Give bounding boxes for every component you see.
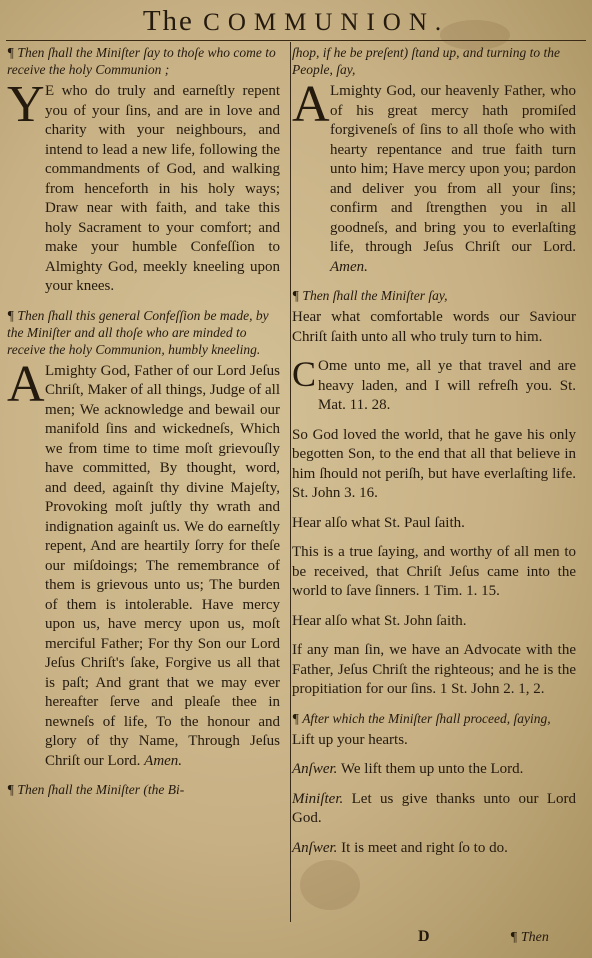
scripture-text: This is a true ſaying, and worthy of all men to be received, that Chriſt Jeſus came into the world to ſave ſinners. 1 Tim. 1. 15. — [292, 544, 576, 599]
scripture-text: Ome unto me, all ye that travel and are heavy laden, and I will refreſh you. St. Mat. 11. 28. — [318, 358, 576, 413]
paragraph — [292, 76, 576, 287]
column-rule — [290, 42, 291, 922]
header-rule — [6, 40, 586, 41]
response — [292, 760, 576, 780]
drop-cap: A — [7, 355, 45, 413]
header-prefix: The — [142, 5, 194, 37]
exhortation-text: E who do truly and earneſtly repent you of your ſins, and are in love and charity with your neighbours, and intend to lead a new life, following the commandments of God, and walking from henceforth in his holy ways; Draw near with faith, and take this holy Sacrament to your comfort; and make your humble Confeſſion to Almighty God, meekly kneeling upon your knees. — [45, 83, 280, 294]
speaker-label: Anſwer. — [292, 761, 338, 777]
paragraph — [7, 355, 280, 782]
paragraph: Hear what comfortable words our Saviour Chriſt ſaith unto all who truly turn to him. — [292, 309, 576, 345]
scripture-text: If any man ſin, we have an Advocate with the Father, Jeſus Chriſt the righteous; and he is the propitiation for our ſins. 1 St. John 2. 1, 2. — [292, 642, 576, 697]
rubric: ſhop, if he be preſent) ſtand up, and turning to the People, ſay, — [292, 45, 560, 77]
absolution-text — [330, 82, 576, 277]
amen: Amen. — [144, 752, 183, 769]
rubric: ¶ Then ſhall the Miniſter ſay to thoſe who come to receive the holy Communion ; — [7, 45, 276, 77]
left-column — [7, 44, 280, 802]
paragraph — [7, 76, 280, 307]
speaker-label: Anſwer. — [292, 839, 338, 856]
rubric: ¶ Then ſhall the Miniſter ſay, — [292, 288, 448, 303]
drop-cap: A — [292, 76, 330, 133]
paragraph — [292, 354, 576, 426]
response-text: We lift them up unto the Lord. — [340, 761, 524, 777]
paragraph: Hear alſo what St. Paul ſaith. — [292, 514, 465, 531]
paragraph: Hear alſo what St. John ſaith. — [292, 612, 467, 629]
rubric: ¶ After which the Miniſter ſhall proceed, ſaying, — [292, 710, 551, 726]
versicle — [292, 790, 576, 829]
confession-body: Lmighty God, Father of our Lord Jeſus Chriſt, Maker of all things, Judge of all men; We acknowledge and bewail our manifold ſins and wickedneſs, Which we from time to time moſt grievouſly have committed, By thought, word, and deed, againſt thy divine Majeſty, Provoking moſt juſtly thy wrath and indignation againſt us. We do earneſtly repent, And are heartily ſorry for theſe our miſdoings; The remembrance of them is grievous unto us; The burden of them is intolerable. Have mercy upon us, have mercy upon us, moſt merciful Father; For thy Son our Lord Jeſus Chriſt's ſake, Forgive us all that is paſt; And grant that we may ever hereafter ſerve and pleaſe thee in newneſs of life, To the honour and glory of thy Name, Through Jeſus Chriſt our Lord. — [45, 362, 280, 769]
versicle: Lift up your hearts. — [292, 731, 408, 748]
speaker-label: Miniſter. — [292, 790, 344, 807]
scripture-text: So God loved the world, that he gave his only begotten Son, to the end that all that believe in him ſhould not periſh, but have everlaſting life. St. John 3. 16. — [292, 426, 576, 501]
confession-text — [45, 362, 280, 772]
signature-mark: D — [418, 928, 430, 945]
drop-cap: C — [292, 354, 317, 394]
amen: Amen. — [330, 258, 368, 275]
absolution-body: Lmighty God, our heavenly Father, who of his great mercy hath promiſed forgiveneſs of ſins to all thoſe who with hearty repentance and true faith turn unto him; Have mercy upon you; pardon and deliver you from all your ſins; confirm and ſtrengthen you in all goodneſs, and bring you to everlaſting life, through Jeſus Chriſt our Lord. — [330, 83, 576, 255]
header-title: COMMUNION. — [203, 9, 450, 36]
right-column — [292, 44, 576, 868]
page-header — [0, 2, 592, 40]
response — [292, 839, 576, 859]
rubric: ¶ Then ſhall the Miniſter (the Bi- — [7, 782, 185, 797]
rubric: ¶ Then ſhall this general Confeſſion be made, by the Miniſter and all thoſe who are minded to receive the holy Communion, humbly kneeling. — [7, 307, 269, 357]
response-text: It is meet and right ſo to do. — [341, 839, 508, 856]
catchword: ¶ Then — [510, 930, 549, 945]
versicle-text: Let us give thanks unto our Lord God. — [292, 790, 576, 826]
page-footer — [0, 924, 592, 954]
drop-cap: Y — [7, 76, 45, 133]
